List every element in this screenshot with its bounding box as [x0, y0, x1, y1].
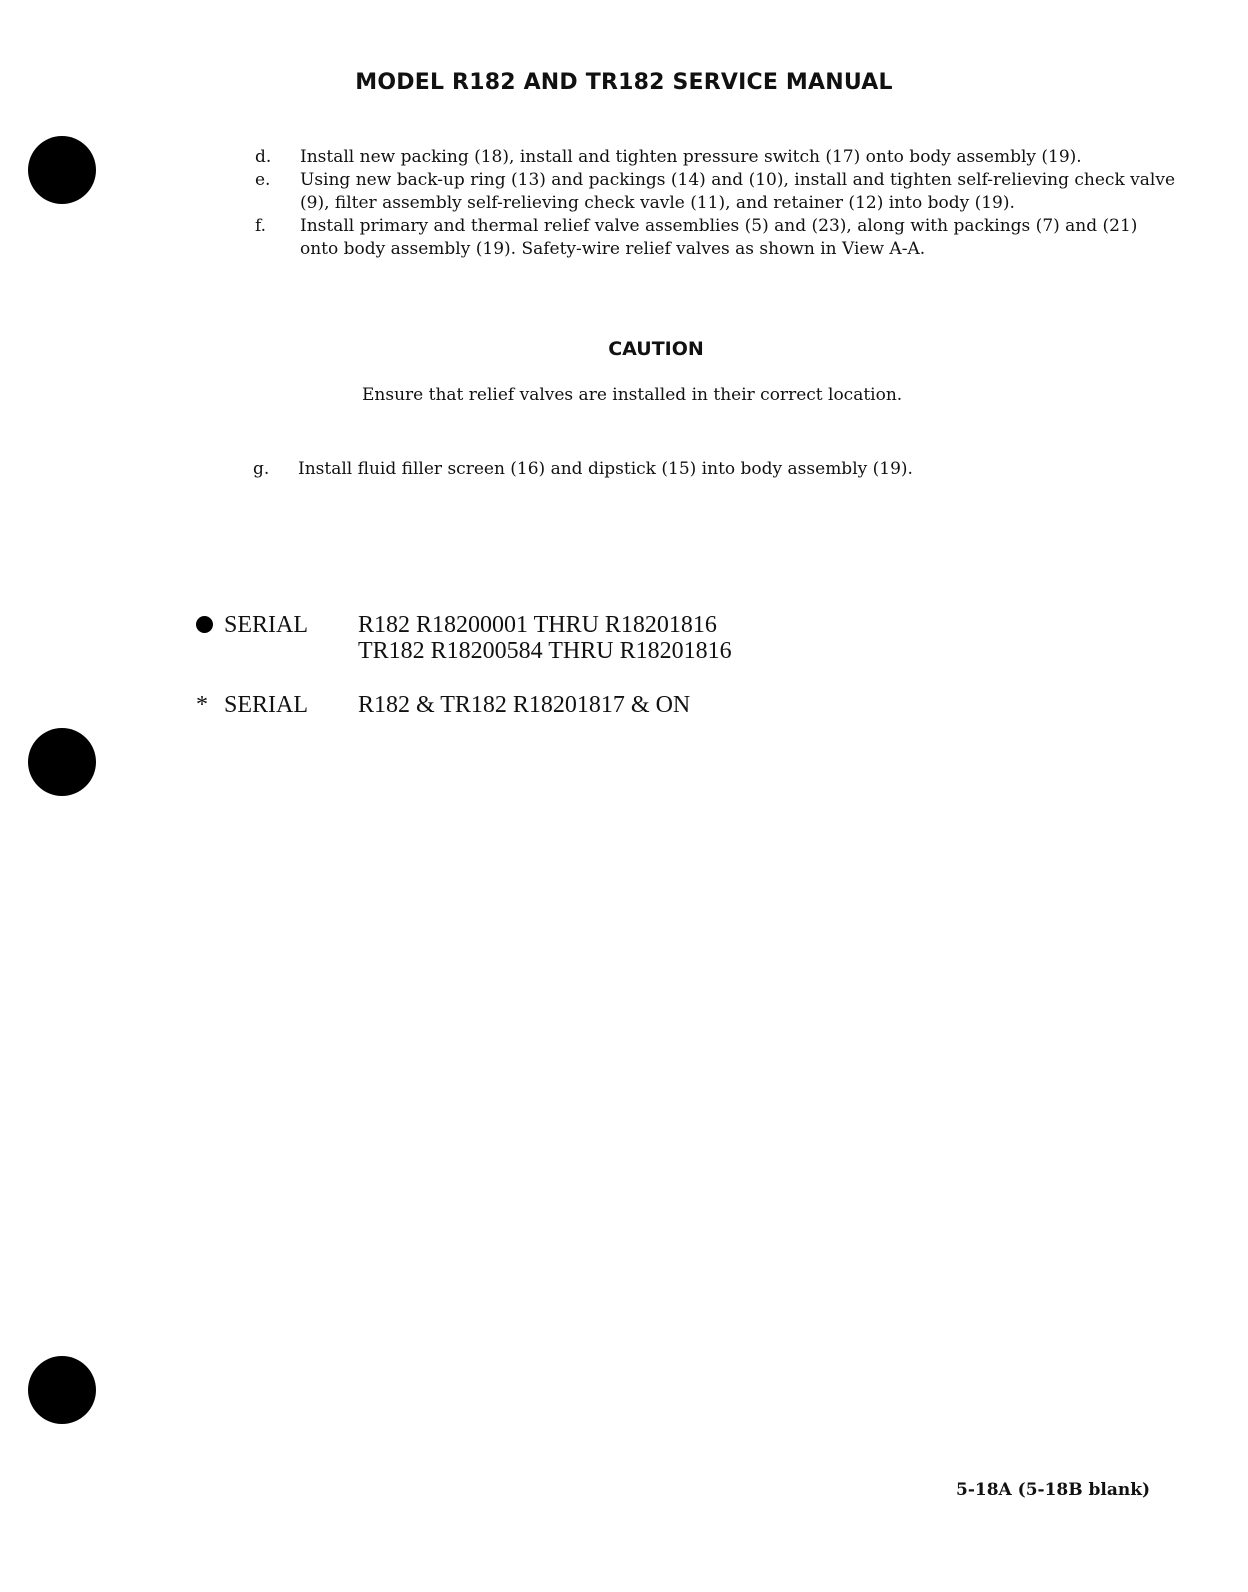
serial-line: TR182 R18200584 THRU R18201816	[358, 638, 732, 664]
serial-label: SERIAL	[224, 692, 308, 718]
step-text: Install fluid filler screen (16) and dipstick (15) into body assembly (19).	[298, 459, 913, 479]
procedure-steps	[255, 146, 1177, 261]
step-e	[255, 169, 1177, 215]
serial-values	[358, 692, 690, 718]
asterisk-icon: *	[196, 692, 208, 718]
serial-line: R182 R18200001 THRU R18201816	[358, 612, 717, 638]
caution-heading: CAUTION	[608, 338, 704, 360]
step-g	[253, 458, 913, 481]
serial-line: R182 & TR182 R18201817 & ON	[358, 692, 691, 718]
step-text: Install new packing (18), install and tighten pressure switch (17) onto body assembly (19).	[300, 147, 1082, 167]
binder-hole-top	[28, 136, 96, 204]
serial-values	[358, 612, 732, 664]
step-d	[255, 146, 1177, 169]
serial-label: SERIAL	[224, 612, 308, 638]
caution-text: Ensure that relief valves are installed in their correct location.	[362, 385, 903, 405]
bullet-dot-icon	[196, 612, 224, 638]
page-number: 5-18A (5-18B blank)	[956, 1480, 1151, 1500]
step-letter: f.	[255, 216, 267, 236]
step-f	[255, 215, 1177, 261]
serial-range-asterisk	[196, 692, 691, 718]
step-letter: g.	[253, 459, 270, 479]
step-letter: d.	[255, 147, 272, 167]
serial-range-dot	[196, 612, 732, 664]
binder-hole-middle	[28, 728, 96, 796]
step-text: Using new back-up ring (13) and packings (14) and (10), install and tighten self-relieving check valve (9), filter assembly self-relieving check vavle (11), and retainer (12) into body (19).	[300, 170, 1176, 213]
page-title: MODEL R182 AND TR182 SERVICE MANUAL	[355, 70, 893, 95]
step-text: Install primary and thermal relief valve assemblies (5) and (23), along with packings (7) and (21) onto body assembly (19). Safety-wire relief valves as shown in View A-A.	[300, 216, 1138, 259]
binder-hole-bottom	[28, 1356, 96, 1424]
step-letter: e.	[255, 170, 271, 190]
